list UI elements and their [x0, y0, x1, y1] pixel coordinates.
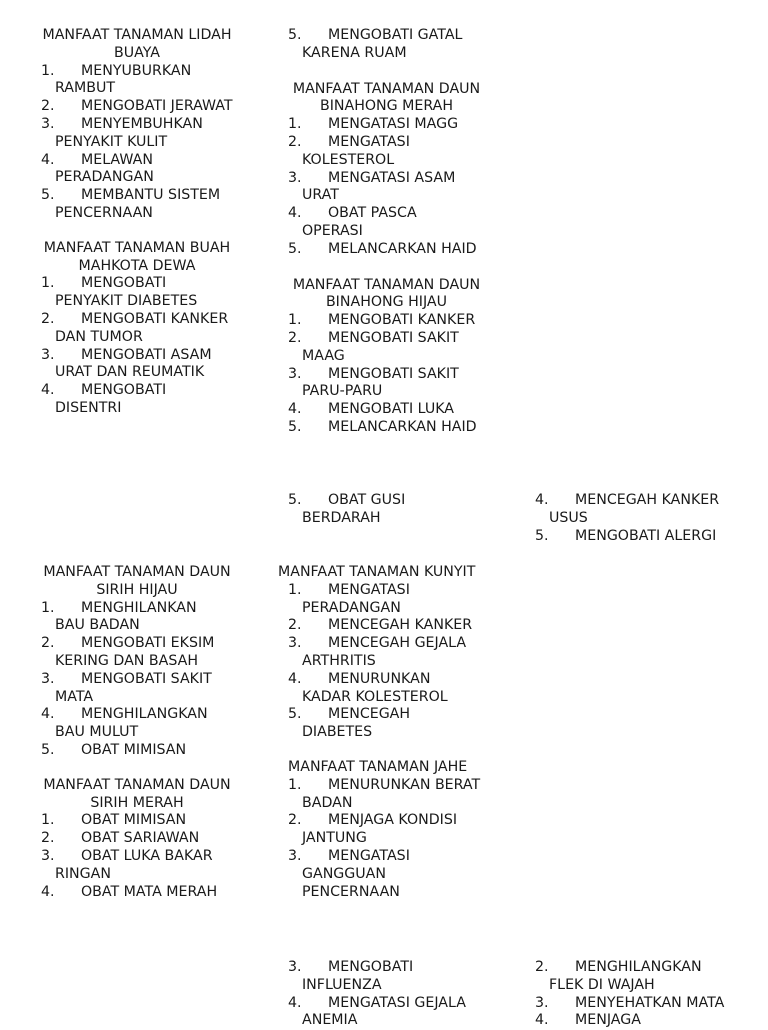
- item-text-line: MENCEGAH KANKER: [575, 492, 720, 508]
- item-text-line: RINGAN: [55, 865, 111, 882]
- item-number: 1.: [41, 62, 55, 79]
- item-text-line: MENJAGA KONDISI: [328, 812, 458, 829]
- list-item: [288, 995, 494, 1030]
- list-item: [288, 582, 494, 618]
- title-line: MANFAAT TANAMAN DAUN: [292, 80, 481, 97]
- item-text-line: MENGATASI: [328, 581, 410, 598]
- s3-col2: [279, 959, 494, 1030]
- item-text-line: MENGOBATI SAKIT: [328, 365, 459, 382]
- title-line: BUAYA: [114, 44, 160, 61]
- item-text-line: MENGHILANKAN: [81, 599, 197, 616]
- item-text-line: MENGHILANGKAN: [81, 706, 208, 723]
- list-item: [288, 419, 494, 437]
- list-item: [288, 671, 494, 707]
- item-text-line: MENGOBATI JERAWAT: [81, 98, 233, 115]
- list-item: [288, 777, 494, 813]
- s1-col2: [279, 27, 494, 437]
- item-number: 2.: [41, 98, 55, 115]
- item-text-line: MENGOBATI SAKIT: [328, 329, 459, 346]
- item-text-line: FLEK DI WAJAH: [549, 976, 655, 993]
- list-item: [41, 311, 242, 347]
- item-text-line: BAU BADAN: [55, 617, 140, 634]
- list-item: [41, 98, 242, 116]
- item-number: 2.: [535, 959, 549, 975]
- s2-col1: [32, 564, 242, 901]
- list-item: [288, 617, 494, 635]
- list-item: [288, 205, 494, 241]
- list-item: [535, 1012, 756, 1030]
- item-text-line: MENGOBATI GATAL: [328, 27, 463, 43]
- item-text-line: ANEMIA: [302, 1012, 358, 1029]
- block-title: [278, 564, 494, 582]
- item-text-line: MENGATASI MAGG: [328, 116, 459, 133]
- item-text-line: BAU MULUT: [55, 724, 139, 741]
- item-text-line: OBAT LUKA BAKAR: [81, 847, 213, 864]
- block-title: [32, 564, 242, 600]
- item-text-line: USUS: [549, 509, 588, 526]
- list-item: [288, 116, 494, 134]
- title-line: MANFAAT TANAMAN JAHE: [288, 758, 468, 775]
- item-number: 2.: [41, 310, 55, 327]
- item-text-line: JANTUNG: [302, 830, 367, 847]
- item-text-line: BADAN: [302, 794, 353, 811]
- title-line: BINAHONG HIJAU: [325, 294, 448, 311]
- item-text-line: MENGOBATI: [328, 959, 414, 975]
- item-text-line: OBAT MIMISAN: [81, 812, 187, 829]
- item-text-line: MENGOBATI SAKIT: [81, 670, 212, 687]
- item-text-line: PARU-PARU: [302, 383, 383, 400]
- item-text-line: MENYEMBUHKAN: [81, 115, 203, 132]
- item-text-line: MENGOBATI ASAM: [81, 346, 212, 363]
- item-number: 5.: [288, 706, 302, 723]
- list-item: [41, 706, 242, 742]
- s2-col2-top: [279, 492, 494, 528]
- item-number: 2.: [41, 635, 55, 652]
- list-item: [288, 959, 494, 995]
- item-text-line: PENYAKIT DIABETES: [55, 293, 198, 310]
- item-number: 4.: [288, 994, 302, 1011]
- s1-block-binahong-hijau: [279, 277, 494, 437]
- item-text-line: MENGOBATI KANKER: [81, 310, 229, 327]
- item-number: 3.: [41, 115, 55, 132]
- list-item: [41, 830, 242, 848]
- item-text-line: MENJAGA: [575, 1012, 641, 1029]
- item-number: 4.: [41, 151, 55, 168]
- item-number: 4.: [288, 205, 302, 222]
- item-number: 4.: [41, 883, 55, 900]
- item-number: 4.: [41, 706, 55, 723]
- item-number: 4.: [288, 401, 302, 418]
- list-item: [288, 366, 494, 402]
- list-item: [288, 27, 494, 63]
- list-item: [288, 134, 494, 170]
- list-item: [288, 170, 494, 206]
- item-text-line: INFLUENZA: [302, 976, 382, 993]
- title-line: SIRIH MERAH: [90, 794, 184, 811]
- item-text-line: URAT DAN REUMATIK: [55, 364, 205, 381]
- item-text-line: PERADANGAN: [302, 599, 401, 616]
- title-line: BINAHONG MERAH: [319, 98, 454, 115]
- list-item: [535, 492, 756, 528]
- item-number: 1.: [288, 776, 302, 793]
- item-text-line: MENCEGAH: [328, 706, 411, 723]
- title-line: MANFAAT TANAMAN BUAH: [43, 239, 231, 256]
- s2-col2: [279, 564, 494, 901]
- item-number: 4.: [41, 382, 55, 399]
- s1-block-binahong-merah: [279, 81, 494, 259]
- item-number: 3.: [41, 346, 55, 363]
- s2-block-jahe: [279, 759, 494, 901]
- item-number: 2.: [41, 830, 55, 847]
- item-text-line: OBAT MIMISAN: [81, 741, 187, 758]
- list-item: [41, 671, 242, 707]
- item-number: 2.: [288, 329, 302, 346]
- item-number: 3.: [288, 959, 302, 975]
- item-number: 5.: [288, 492, 302, 508]
- item-number: 5.: [41, 741, 55, 758]
- item-number: 1.: [288, 116, 302, 133]
- list-item: [41, 382, 242, 418]
- item-text-line: MATA: [55, 688, 94, 705]
- list-item: [41, 63, 242, 99]
- item-number: 1.: [41, 812, 55, 829]
- item-text-line: MELANCARKAN HAID: [328, 240, 477, 257]
- list-item: [288, 848, 494, 901]
- item-number: 2.: [288, 812, 302, 829]
- list-item: [535, 959, 756, 995]
- item-text-line: OBAT SARIAWAN: [81, 830, 200, 847]
- block-title: [279, 277, 494, 313]
- item-number: 2.: [288, 617, 302, 634]
- title-line: MANFAAT TANAMAN DAUN: [43, 564, 231, 580]
- item-text-line: MENGATASI: [328, 847, 410, 864]
- item-text-line: MENYEHATKAN MATA: [575, 994, 725, 1011]
- item-text-line: MENCEGAH KANKER: [328, 617, 473, 634]
- item-number: 5.: [288, 418, 302, 435]
- list-item: [288, 812, 494, 848]
- item-text-line: MENGOBATI KANKER: [328, 312, 476, 329]
- item-text-line: MENGATASI: [328, 133, 410, 150]
- s2-col3-top: [526, 492, 756, 545]
- item-text-line: OBAT GUSI: [328, 492, 406, 508]
- block-title: [279, 81, 494, 117]
- list-item: [41, 848, 242, 884]
- item-number: 3.: [288, 169, 302, 186]
- item-number: 3.: [41, 847, 55, 864]
- item-number: 1.: [41, 275, 55, 292]
- item-text-line: MENGOBATI LUKA: [328, 401, 455, 418]
- item-text-line: MENGOBATI: [81, 382, 167, 399]
- list-item: [288, 330, 494, 366]
- item-text-line: MENYUBURKAN: [81, 62, 192, 79]
- item-text-line: OPERASI: [302, 222, 363, 239]
- item-text-line: DIABETES: [302, 724, 373, 741]
- list-item: [288, 706, 494, 742]
- s3-col3: [526, 959, 756, 1030]
- item-text-line: MENGOBATI: [81, 275, 167, 292]
- item-text-line: KOLESTEROL: [302, 151, 395, 168]
- block-title: [32, 27, 242, 63]
- item-number: 1.: [288, 581, 302, 598]
- list-item: [288, 492, 494, 528]
- item-text-line: MENGHILANGKAN: [575, 959, 702, 975]
- item-text-line: MELANCARKAN HAID: [328, 418, 477, 435]
- item-number: 3.: [288, 847, 302, 864]
- item-text-line: BERDARAH: [302, 509, 381, 526]
- item-text-line: MENGATASI ASAM: [328, 169, 456, 186]
- item-number: 1.: [288, 312, 302, 329]
- item-text-line: MENGOBATI ALERGI: [575, 527, 717, 544]
- item-text-line: RAMBUT: [55, 80, 116, 97]
- item-text-line: OBAT PASCA: [328, 205, 417, 222]
- title-line: MANFAAT TANAMAN LIDAH: [42, 27, 232, 43]
- item-text-line: MELAWAN: [81, 151, 153, 168]
- item-number: 1.: [41, 599, 55, 616]
- item-number: 4.: [535, 1012, 549, 1029]
- item-number: 5.: [288, 240, 302, 257]
- list-item: [288, 241, 494, 259]
- item-text-line: KADAR KOLESTEROL: [302, 688, 448, 705]
- item-number: 4.: [288, 670, 302, 687]
- s2-block-sirih-hijau: [32, 564, 242, 760]
- s2-block-sirih-merah: [32, 777, 242, 902]
- item-text-line: DAN TUMOR: [55, 328, 143, 345]
- item-text-line: DISENTRI: [55, 399, 122, 416]
- s1-col1: [32, 27, 242, 418]
- item-text-line: MENURUNKAN: [328, 670, 431, 687]
- list-item: [41, 742, 242, 760]
- s2-block-kunyit: [279, 564, 494, 742]
- item-text-line: PENCERNAAN: [55, 204, 153, 221]
- list-item: [41, 635, 242, 671]
- item-number: 2.: [288, 133, 302, 150]
- block-title: [32, 240, 242, 276]
- item-number: 3.: [288, 635, 302, 652]
- list-item: [41, 884, 242, 902]
- title-line: MAHKOTA DEWA: [78, 257, 196, 274]
- item-text-line: MENGOBATI EKSIM: [81, 635, 215, 652]
- list-item: [288, 635, 494, 671]
- title-line: MANFAAT TANAMAN DAUN: [292, 276, 481, 293]
- list-item: [41, 812, 242, 830]
- list-item: [535, 528, 756, 546]
- block-title: [32, 777, 242, 813]
- item-number: 3.: [288, 365, 302, 382]
- item-text-line: PENCERNAAN: [302, 883, 400, 900]
- item-number: 5.: [535, 527, 549, 544]
- item-number: 3.: [535, 994, 549, 1011]
- title-line: MANFAAT TANAMAN DAUN: [43, 776, 231, 793]
- list-item: [535, 995, 756, 1013]
- item-text-line: PERADANGAN: [55, 169, 154, 186]
- item-number: 4.: [535, 492, 549, 508]
- list-item: [288, 401, 494, 419]
- item-text-line: OBAT MATA MERAH: [81, 883, 218, 900]
- title-line: SIRIH HIJAU: [96, 581, 178, 598]
- item-text-line: MENCEGAH GEJALA: [328, 635, 467, 652]
- item-number: 3.: [41, 670, 55, 687]
- s1-block-lidah-buaya: [32, 27, 242, 223]
- list-item: [288, 312, 494, 330]
- title-line: MANFAAT TANAMAN KUNYIT: [278, 564, 476, 580]
- item-text-line: URAT: [302, 187, 339, 204]
- item-number: 5.: [288, 27, 302, 43]
- item-text-line: MEMBANTU SISTEM: [81, 187, 221, 204]
- list-item: [41, 152, 242, 188]
- list-item: [41, 600, 242, 636]
- list-item: [41, 275, 242, 311]
- item-text-line: KARENA RUAM: [302, 44, 407, 61]
- item-text-line: MENGATASI GEJALA: [328, 994, 466, 1011]
- item-text-line: PENYAKIT KULIT: [55, 133, 168, 150]
- list-item: [41, 187, 242, 223]
- item-number: 5.: [41, 187, 55, 204]
- item-text-line: MENURUNKAN BERAT: [328, 776, 481, 793]
- item-text-line: MAAG: [302, 347, 345, 364]
- item-text-line: KERING DAN BASAH: [55, 652, 199, 669]
- item-text-line: GANGGUAN: [302, 865, 387, 882]
- list-item: [41, 116, 242, 152]
- list-item: [41, 347, 242, 383]
- block-title: [288, 759, 494, 777]
- s1-block-mahkota-dewa: [32, 240, 242, 418]
- item-text-line: ARTHRITIS: [302, 652, 376, 669]
